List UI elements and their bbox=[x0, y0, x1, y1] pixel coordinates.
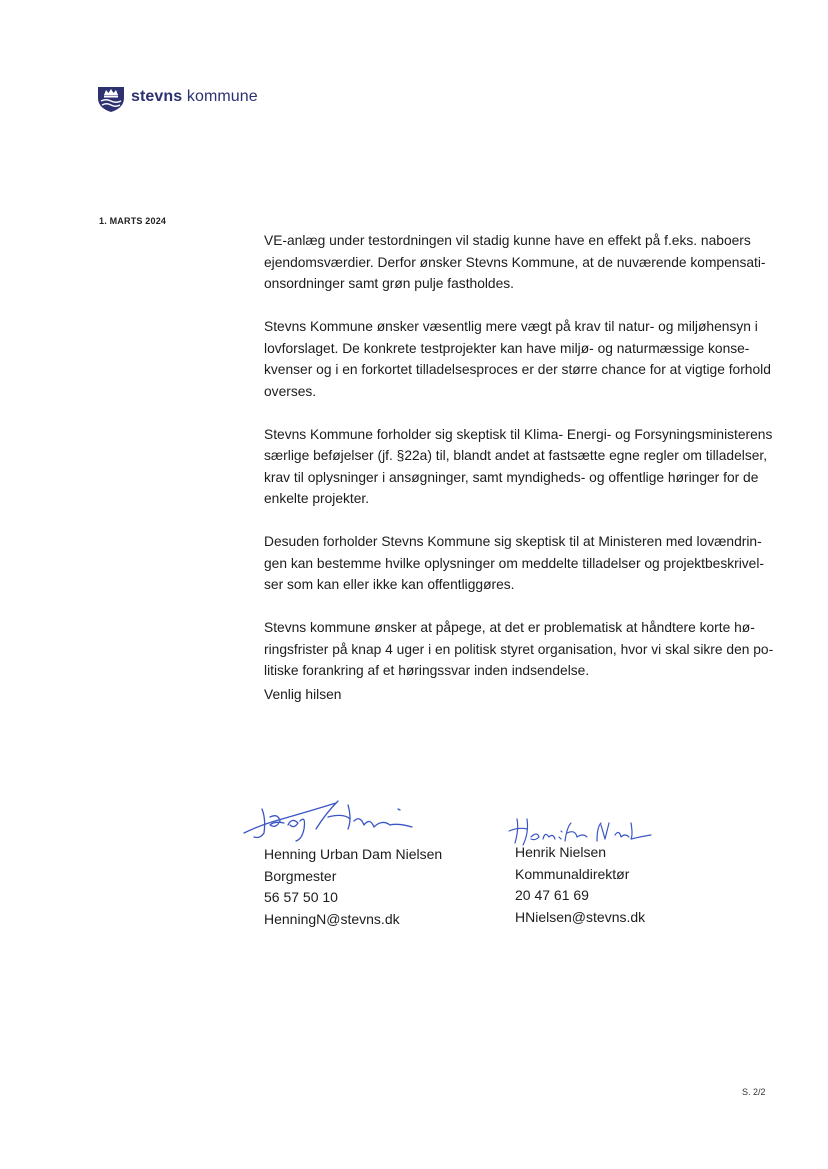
signatory-title: Borgmester bbox=[264, 867, 337, 884]
signatory-email: HenningN@stevns.dk bbox=[264, 910, 400, 927]
paragraph: Stevns Kommune forholder sig skeptisk til Klima- Energi- og Forsyningsministerens særlige beføjelser (jf. §22a) til, blandt andet at fastsætte egne regler om tilladelser, krav til oplysninger i ansøgninger, samt myndigheds- og offentlige høringer for de enkelte projekter. bbox=[264, 426, 773, 506]
letter-date: 1. MARTS 2024 bbox=[99, 216, 167, 226]
signatory-mayor bbox=[264, 844, 442, 930]
paragraph: Stevns kommune ønsker at påpege, at det er problematisk at håndtere korte hø- ringsfrister på knap 4 uger i en politisk styret organisation, hvor vi skal sikre den po- litiske forankring af et høringssvar inden indsendelse. bbox=[264, 620, 774, 678]
signatory-email: HNielsen@stevns.dk bbox=[515, 908, 646, 925]
closing-greeting: Venlig hilsen bbox=[264, 687, 342, 702]
signatory-phone: 56 57 50 10 bbox=[264, 889, 338, 905]
signatory-title: Kommunaldirektør bbox=[515, 865, 630, 882]
page-number: S. 2/2 bbox=[742, 1087, 766, 1097]
signatory-director bbox=[515, 842, 645, 928]
signature-mayor bbox=[240, 795, 430, 845]
letter-body bbox=[264, 230, 774, 703]
paragraph: VE-anlæg under testordningen vil stadig kunne have en effekt på f.eks. naboers ejendomsværdier. Derfor ønsker Stevns Kommune, at de nuværende kompensati- onsordninger samt grøn pulje fastholdes. bbox=[264, 233, 766, 291]
signatory-phone: 20 47 61 69 bbox=[515, 887, 589, 903]
signatory-name: Henrik Nielsen bbox=[515, 844, 607, 860]
paragraph: Stevns Kommune ønsker væsentlig mere vægt på krav til natur- og miljøhensyn i lovforslaget. De konkrete testprojekter kan have miljø- og naturmæssige konse- kvenser og i en forkortet tilladelsesproces er der større chance for at vigtige forhold overses. bbox=[264, 319, 771, 399]
coat-of-arms-icon bbox=[97, 81, 125, 113]
signatory-name: Henning Urban Dam Nielsen bbox=[264, 846, 443, 862]
stevns-kommune-logo bbox=[97, 81, 258, 113]
logo-wordmark: stevns kommune bbox=[131, 88, 258, 105]
paragraph: Desuden forholder Stevns Kommune sig skeptisk til at Ministeren med lovændrin- gen kan bestemme hvilke oplysninger om meddelte tilladelser og projektbeskrivel- ser som kan eller ikke kan offentliggøres. bbox=[264, 534, 765, 592]
